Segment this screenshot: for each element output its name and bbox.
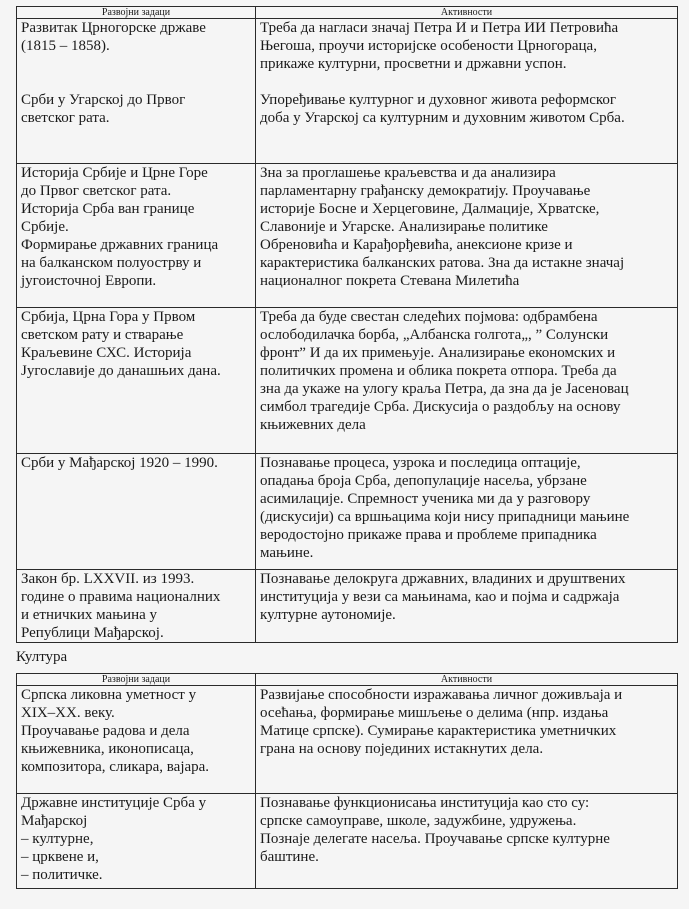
text-line: симбол трагедије Срба. Дискусија о раздобљу на основу	[260, 399, 621, 415]
task-cell	[17, 686, 256, 794]
text-line: Развитак Црногорске државе	[21, 20, 206, 36]
text-line: Познаје делегате насеља. Проучавање српске културне	[260, 831, 610, 847]
column-header-activities: Активности	[256, 674, 678, 686]
text-line: карактеристика балканских ратова. Зна да истакне значај	[260, 255, 625, 271]
blank-line	[21, 73, 251, 91]
activity-cell	[256, 570, 678, 643]
blank-line	[260, 73, 673, 91]
text-line: Славоније и Угарске. Анализирање политике	[260, 219, 548, 235]
text-line: композитора, сликара, вајара.	[21, 759, 210, 775]
task-cell	[17, 454, 256, 570]
activity-cell	[256, 454, 678, 570]
text-line: и етничких мањина у	[21, 607, 158, 623]
table-header-row	[17, 7, 678, 19]
text-line: (дискусији) са вршњацима који нису припадници мањине	[260, 509, 630, 525]
text-line: српске самоуправе, школе, задужбине, удружења.	[260, 813, 577, 829]
text-line: Срби у Мађарској 1920 – 1990.	[21, 455, 218, 471]
text-line: XIX–XX. веку.	[21, 705, 115, 721]
table-row	[17, 308, 678, 454]
text-line: до Првог светског рата.	[21, 183, 172, 199]
text-line: (1815 – 1858).	[21, 38, 110, 54]
text-line: Матице српске). Сумирање карактеристика уметничких	[260, 723, 617, 739]
text-line: Републици Мађарској.	[21, 625, 164, 641]
text-line: Срби у Угарској до Првог	[21, 92, 186, 108]
text-line: асимилације. Спремност ученика ми да у разговору	[260, 491, 591, 507]
text-line: Проучавање радова и дела	[21, 723, 190, 739]
text-line: Формирање државних граница	[21, 237, 219, 253]
text-line: Државне институције Срба у	[21, 795, 207, 811]
text-line: Закон бр. LXXVII. из 1993.	[21, 571, 195, 587]
culture-table	[16, 673, 678, 889]
column-header-tasks: Развојни задаци	[17, 674, 256, 686]
task-cell	[17, 164, 256, 308]
text-line: Мађарској	[21, 813, 88, 829]
text-line: Треба да нагласи значај Петра И и Петра ИИ Петровића	[260, 20, 619, 36]
text-line: националног покрета Стевана Милетића	[260, 273, 520, 289]
text-line: Краљевине СХС. Историја	[21, 345, 192, 361]
activity-cell	[256, 19, 678, 164]
text-line: – црквене и,	[21, 849, 99, 865]
text-line: прикаже културни, просветни и државни успон.	[260, 56, 567, 72]
text-line: ослободилачка борба, „Албанска голгота„, ” Солунски	[260, 327, 609, 343]
section-heading-culture: Култура	[16, 649, 68, 665]
text-line: Упоређивање културног и духовног живота реформског	[260, 92, 617, 108]
text-line: Зна за проглашење краљевства и да анализира	[260, 165, 556, 181]
activity-cell	[256, 164, 678, 308]
text-line: мањине.	[260, 545, 314, 561]
text-line: књижевних дела	[260, 417, 366, 433]
text-line: на балканском полуострву и	[21, 255, 202, 271]
table-row	[17, 794, 678, 889]
column-header-tasks: Развојни задаци	[17, 7, 256, 19]
task-cell	[17, 308, 256, 454]
text-line: Србија, Црна Гора у Првом	[21, 309, 196, 325]
activity-cell	[256, 308, 678, 454]
text-line: фронт” И да их примењује. Анализирање економских и	[260, 345, 616, 361]
text-line: Историја Срба ван границе	[21, 201, 195, 217]
activity-cell	[256, 686, 678, 794]
text-line: Југославије до данашњих дана.	[21, 363, 221, 379]
activity-cell	[256, 794, 678, 889]
text-line: светског рата.	[21, 110, 110, 126]
text-line: зна да укаже на улогу краља Петра, да зна да је Јасеновац	[260, 381, 629, 397]
text-line: опадања броја Срба, депопулације насеља, убрзане	[260, 473, 587, 489]
text-line: југоисточној Европи.	[21, 273, 157, 289]
text-line: институција у вези са мањинама, као и појма и садржаја	[260, 589, 620, 605]
text-line: доба у Угарској са културним и духовним животом Срба.	[260, 110, 625, 126]
text-line: Развијање способности изражавања личног доживљаја и	[260, 687, 623, 703]
table-row	[17, 19, 678, 164]
text-line: Познавање процеса, узрока и последица оптације,	[260, 455, 581, 471]
task-cell	[17, 794, 256, 889]
text-line: Историја Србије и Црне Горе	[21, 165, 208, 181]
table-header-row	[17, 674, 678, 686]
text-line: парламентарну грађанску демократију. Проучавање	[260, 183, 591, 199]
table-row	[17, 454, 678, 570]
text-line: Обреновића и Карађорђевића, анексионе кризе и	[260, 237, 573, 253]
text-line: – културне,	[21, 831, 94, 847]
text-line: историје Босне и Херцеговине, Далмације, Хрватске,	[260, 201, 600, 217]
text-line: културне аутономије.	[260, 607, 396, 623]
table-row	[17, 164, 678, 308]
text-line: баштине.	[260, 849, 319, 865]
text-line: Познавање делокруга државних, владиних и друштвених	[260, 571, 626, 587]
text-line: Познавање функционисања институција као сто су:	[260, 795, 590, 811]
text-line: осећања, формирање мишљење о делима (нпр. издања	[260, 705, 609, 721]
text-line: веродостојно прикаже права и проблеме припадника	[260, 527, 597, 543]
text-line: Његоша, проучи историјске особености Црногораца,	[260, 38, 597, 54]
text-line: светском рату и стварање	[21, 327, 184, 343]
text-line: грана на основу појединих истакнутих дела.	[260, 741, 544, 757]
text-line: Треба да буде свестан следећих појмова: одбрамбена	[260, 309, 598, 325]
task-cell	[17, 570, 256, 643]
text-line: књижевника, иконописаца,	[21, 741, 194, 757]
table-row	[17, 686, 678, 794]
blank-line	[21, 55, 251, 73]
table-row	[17, 570, 678, 643]
text-line: Српска ликовна уметност у	[21, 687, 197, 703]
task-cell	[17, 19, 256, 164]
text-line: политичких промена и облика покрета отпора. Треба да	[260, 363, 617, 379]
text-line: – политичке.	[21, 867, 103, 883]
text-line: године о правима националних	[21, 589, 221, 605]
history-table	[16, 6, 678, 643]
column-header-activities: Активности	[256, 7, 678, 19]
text-line: Србије.	[21, 219, 69, 235]
